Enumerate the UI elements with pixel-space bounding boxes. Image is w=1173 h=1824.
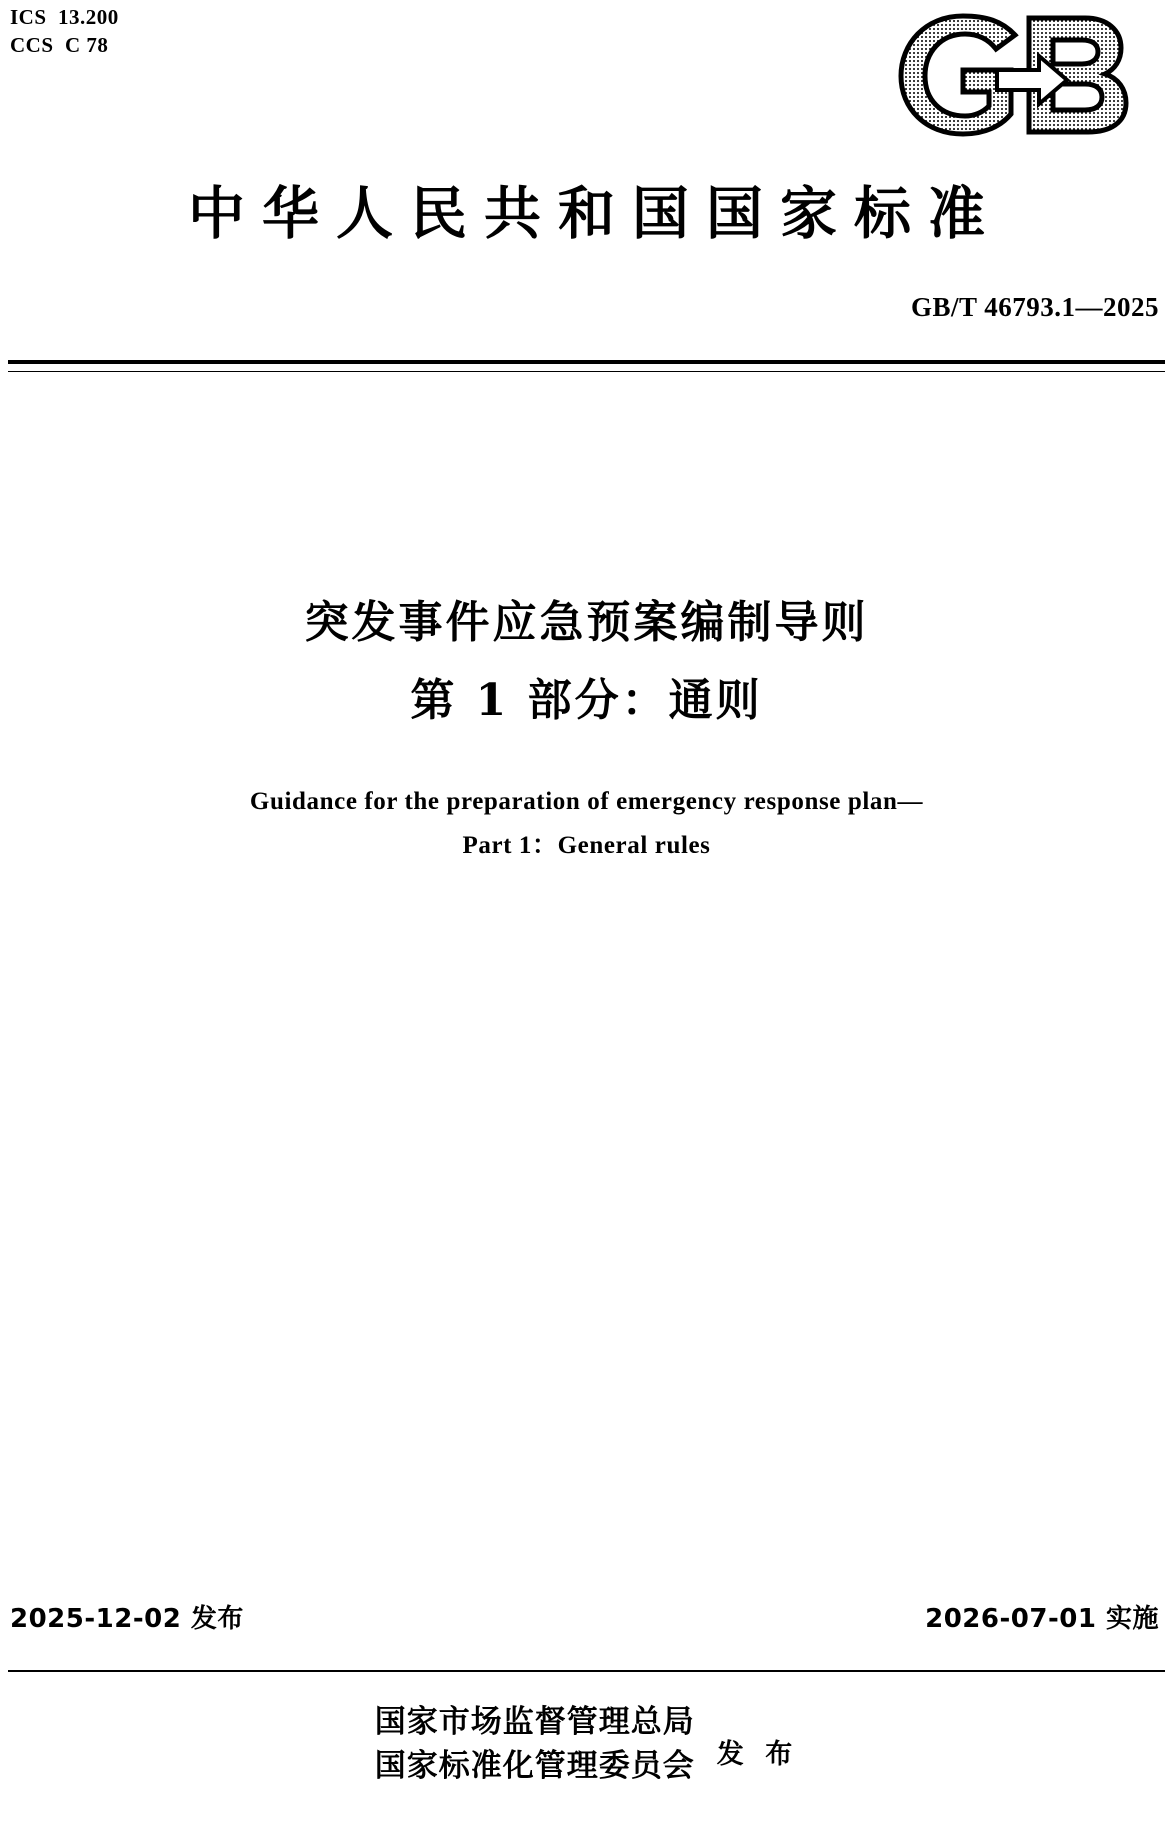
page-title-cn-line2: 第 1 部分：通则 [410,675,763,726]
header-divider-thick [8,360,1165,364]
document-title-block [0,590,1173,868]
page-title-cn-line1: 突发事件应急预案编制导则 [304,597,869,648]
issue-date: 2025-12-02 发布 [10,1604,244,1634]
footer-divider [8,1670,1165,1672]
standard-number: GB/T 46793.1—2025 [910,292,1159,322]
issuer-name-block [375,1700,695,1788]
page-title-en-line2: Part 1：General rules [462,831,711,859]
date-row [10,1598,1159,1635]
header-divider-thin [8,371,1165,372]
effective-date: 2026-07-01 实施 [925,1604,1159,1634]
issuer-line1: 国家市场监督管理总局 [374,1704,695,1740]
national-standard-heading: 中华人民共和国国家标准 [188,180,1002,247]
ics-code: ICS 13.200 [10,5,119,29]
ccs-code: CCS C 78 [10,32,109,57]
issuer-action-label: 发 布 [716,1738,799,1770]
issuing-organizations [0,1700,1173,1788]
issuer-line2: 国家标准化管理委员会 [374,1748,695,1785]
gb-emblem-icon [889,8,1147,140]
page-title-en-line1: Guidance for the preparation of emergency response plan— [249,788,924,815]
classification-block [10,4,119,59]
